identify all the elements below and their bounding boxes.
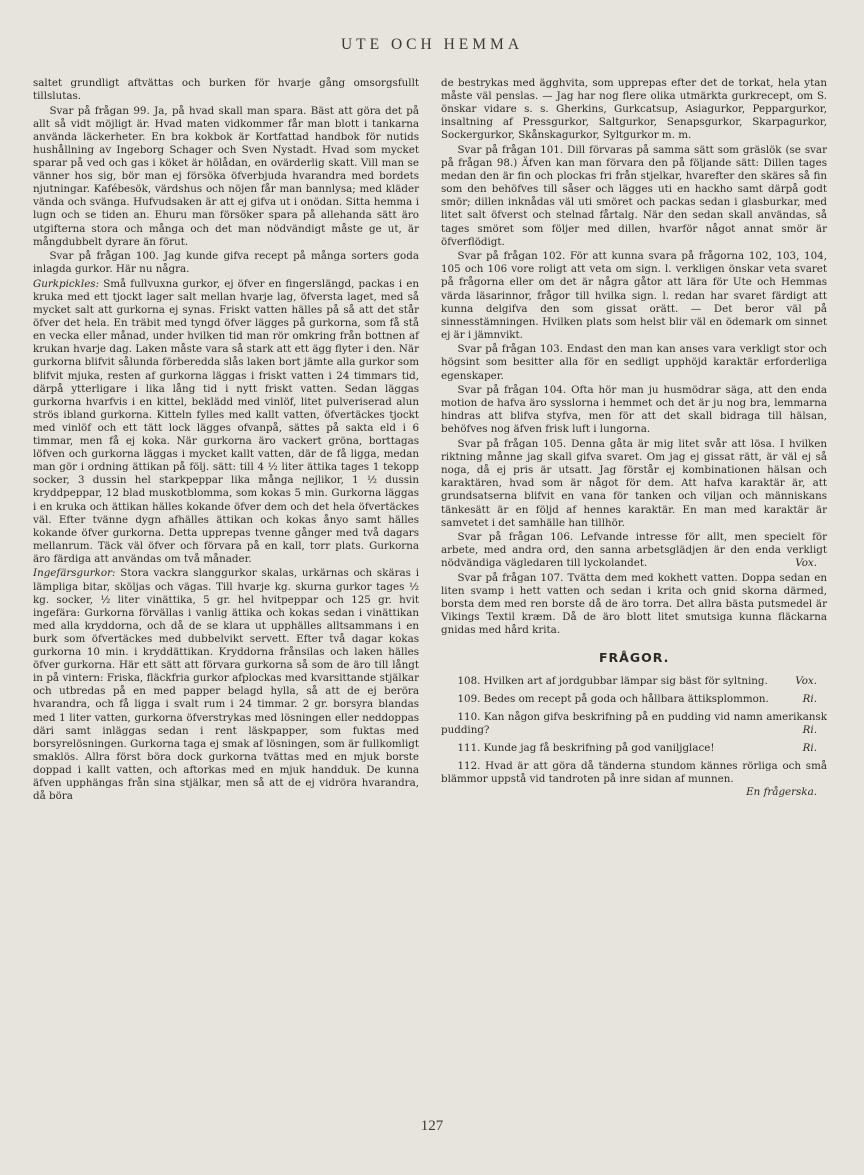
recipe-label: Gurkpickles:	[33, 277, 100, 290]
recipe-text: Små fullvuxna gurkor, ej öfver en fingerslängd, packas i en kruka med ett tjockt lager salt mellan hvarje lag, öfversta laget, med så mycket salt att gurkorna ej synas. Friskt vatten hälles på så att det står öfver det hela. En träbit med tyngd öfver lägges på gurkorna, som få stå en vecka eller månad, under hvilken tid man rör omkring från bottnen af krukan hvarje dag. Laken måste vara så stark att ett ägg flyter i den. När gurkorna blifvit sålunda förberedda slås laken bort jämte alla gurkor som blifvit mjuka, resten af gurkorna läggas i friskt vatten i 24 timmars tid, därpå ytterligare i lika lång tid i nytt friskt vatten. Sedan läggas gurkorna hvarfvis i en kittel, beklädd med vinlöf, litet pulveriserad alun strös ibland gurkorna. Kitteln fylles med kallt vatten, öfvertäckes tjockt med vinlöf och ett tätt lock lägges ofvanpå, sättes på sakta eld i 6 timmar, men få ej koka. När gurkorna äro vackert gröna, borttagas löfven och gurkorna läggas i mycket kallt vatten, där de få ligga, medan man gör i ordning ättikan på följ. sätt: till 4 ½ liter ättika tages 1 tekopp socker, 3 dussin hel starkpeppar lika många nejlikor, 1 ½ dussin kryddpeppar, 12 blad muskotblomma, som kokas 5 min. Gurkorna läggas i en kruka och ättikan hälles kokande öfver dem och det hela öfvertäckes väl. Efter tvänne dygn afhälles ättikan och kokas ånyo samt hälles kokande öfver gurkorna. Detta upprepas tvenne gånger med två dagars mellanrum. Täck väl öfver och förvara på en kall, torr plats. Gurkorna äro färdiga att användas om två månader.	[33, 277, 419, 565]
answer-101: Svar på frågan 101. Dill förvaras på samma sätt som gräslök (se svar på frågan 98.) Äfven kan man förvara den på följande sätt: Dillen tages medan den är fin och plockas fri från stjelkar, hvarefter den skäres så fin som den behöfves till såser och lägges uti en hackho samt därpå godt smör; dillen inknådas väl uti smöret och packas sedan i glasburkar, med litet salt öfverst och stelnad fårtalg. När den sedan skall användas, så tages smöret som följer med dillen, hvarför något annat smör är öfverflödigt.	[441, 143, 827, 248]
question-text: 108. Hvilken art af jordgubbar lämpar sig bäst för syltning.	[457, 674, 768, 687]
question-112	[441, 760, 827, 799]
answer-104: Svar på frågan 104. Ofta hör man ju husmödrar säga, att den enda motion de hafva äro sysslorna i hemmet och det är ju nog bra, lemmarna hindras att blifva styfva, men för att det skall bidraga till hälsan, behöfves nog äfven frisk luft i lungorna.	[441, 384, 827, 436]
answer-text: Svar på frågan 106. Lefvande intresse för allt, men specielt för arbete, med andra ord, den sanna arbetsglädjen är den enda verkligt nödvändiga vägledaren till lyckolandet.	[441, 531, 827, 570]
question-109	[441, 693, 827, 706]
signature: Vox.	[795, 674, 817, 687]
section-heading: FRÅGOR.	[599, 650, 670, 666]
answer-100: Svar på frågan 100. Jag kunde gifva recept på många sorters goda inlagda gurkor. Här nu några.	[33, 250, 419, 276]
question-111	[441, 742, 827, 755]
paragraph: saltet grundligt aftvättas och burken för hvarje gång omsorgsfullt tillslutas.	[33, 77, 419, 103]
signature: Ri.	[802, 723, 817, 736]
answer-103: Svar på frågan 103. Endast den man kan anses vara verkligt stor och högsint som besitter alla för en sedligt upphöjd karaktär erforderliga egenskaper.	[441, 343, 827, 382]
page-header: UTE OCH HEMMA	[340, 36, 524, 53]
question-108	[441, 675, 827, 688]
question-110	[441, 711, 827, 737]
signature: Ri.	[802, 692, 817, 705]
right-column	[441, 77, 827, 799]
question-text: 111. Kunde jag få beskrifning på god vaniljglace!	[457, 741, 715, 754]
recipe-label: Ingefärsgurkor:	[33, 567, 116, 580]
question-text: 109. Bedes om recept på goda och hållbara ättiksplommon.	[457, 692, 769, 705]
recipe-ingefarsgurkor	[33, 567, 419, 803]
recipe-text: Stora vackra slanggurkor skalas, urkärnas och skäras i lämpliga bitar, sköljas och vägas. Till hvarje kg. skurna gurkor tages ½ kg. socker, ½ liter vinättika, 5 gr. hel hvitpeppar och 125 gr. hvit ingefära: Gurkorna förvällas i vanlig ättika och kokas sedan i vinättikan med alla kryddorna, och då de se klara ut upphälles alltsammans i en burk som öfvertäckes med dubbelvikt servett. Efter två dagar kokas gurkorna 10 min. i kryddättikan. Kryddorna frånsilas och laken hälles öfver gurkorna. Här ett sätt att förvara gurkorna så som de äro till långt in på vintern: Friska, fläckfria gurkor afplockas med kvarsittande stjälkar och utbredas på en med papper belagd hylla, så att de ej beröra hvarandra, och få ligga i svalt rum i 24 timmar. 2 gr. borsyra blandas med 1 liter vatten, gurkorna öfverstrykas med lösningen eller neddoppas däri samt inläggas sedan i rent läskpapper, som fuktas med borsyrelösningen. Gurkorna taga ej smak af lösningen, som är fullkomligt smaklös. Allra först böra dock gurkorna tvättas med en mjuk borste doppad i kallt vatten, och aftorkas med en mjuk handduk. De kunna äfven upphängas från sina stjälkar, men så att de ej vidröra hvarandra, då böra	[33, 567, 419, 803]
answer-107: Svar på frågan 107. Tvätta dem med kokhett vatten. Doppa sedan en liten svamp i hett vatten och sedan i krita och gnid skorna därmed, borsta dem med ren borste då de äro torra. Det allra bästa putsmedel är Vikings Textil kræm. Då de äro blott litet smutsiga kunna fläckarna gnidas med hård krita.	[441, 571, 827, 637]
answer-106	[441, 531, 827, 570]
signature: Vox.	[795, 557, 817, 570]
answer-99: Svar på frågan 99. Ja, på hvad skall man spara. Bäst att göra det på allt så vidt möjligt är. Hvad maten vidkommer får man blott i tankarna använda läckerheter. En bra kokbok är Kortfattad handbok för nutids hushållning av Ingeborg Schager och Sven Nystadt. Hvad som mycket sparar på ved och gas i köket är hölådan, en ovärderlig skatt. Vill man se vänner hos sig, bör man ej försöka öfverbjuda hvarandra med bordets njutningar. Kafébesök, värdshus och nöjen får man bannlysa; med kläder vända och svänga. Hufvudsaken är att ej gifva ut i onödan. Sitta hemma i lugn och se tiden an. Ehuru man försöker spara på allehanda sätt äro utgifterna stora och många och det man nödvändigt måste ge ut, är mångdubbelt dyrare än förut.	[33, 104, 419, 248]
signature: En frågerska.	[746, 786, 817, 799]
page-number: 127	[420, 1118, 444, 1134]
signature: Ri.	[802, 741, 817, 754]
recipe-gurkpickles	[33, 278, 419, 566]
left-column	[33, 77, 419, 805]
question-text: 110. Kan någon gifva beskrifning på en pudding vid namn amerikansk pudding?	[441, 710, 827, 736]
paragraph: de bestrykas med ägghvita, som upprepas efter det de torkat, hela ytan måste väl penslas. — Jag har nog flere olika utmärkta gurkrecept, om S. önskar vidare s. s. Gherkins, Gurkcatsup, Asiagurkor, Peppargurkor, insaltning af Pressgurkor, Saltgurkor, Senapsgurkor, Skarpagurkor, Sockergurkor, Skånskagurkor, Syltgurkor m. m.	[441, 77, 827, 142]
answer-102: Svar på frågan 102. För att kunna svara på frågorna 102, 103, 104, 105 och 106 vore roligt att veta om sign. l. verkligen önskar veta svaret på frågorna eller om det är några gåtor att lära för Ute och Hemmas värda läsarinnor, frågor till hvilka sign. l. redan har svaret färdigt att kunna delgifva den som gissat orätt. — Det beror väl på sinnesstämningen. Hvilken plats som helst blir väl en ödemark om sinnet ej är i jämnvikt.	[441, 250, 827, 341]
question-text: 112. Hvad är att göra då tänderna stundom kännes rörliga och små blämmor uppstå vid tandroten på inre sidan af munnen.	[441, 760, 827, 786]
answer-105: Svar på frågan 105. Denna gåta är mig litet svår att lösa. I hvilken riktning månne jag skall gifva svaret. Om jag ej gissat rätt, är väl ej så noga, då ej pris är utsatt. Jag förstår ej kombinationen hälsan och karaktären, hvad som är något för dem. Att hafva karaktär är, att grundsatserna blifvit en vana för tanken och viljan och människans tänkesätt är en följd af hennes karaktär. En man med karaktär är samvetet i det samhälle han tillhör.	[441, 438, 827, 529]
